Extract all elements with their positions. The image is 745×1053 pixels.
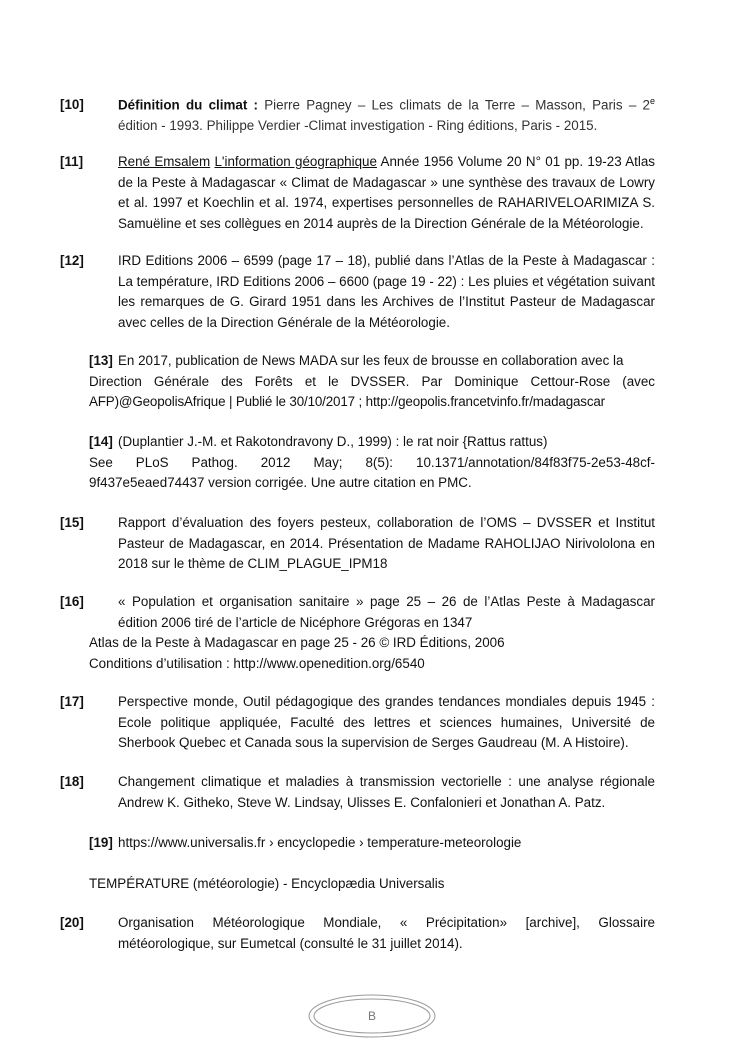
reference-text: Perspective monde, Outil pédagogique des grandes tendances mondiales depuis 1945 : Ecole politique appliquée, Faculté des lettres et sciences humaines, Université de Sherbook Quebec et Canada sous la supervision de Serges Gaudreau (M. A Histoire). [118,694,655,751]
reference-line-1: (Duplantier J.-M. et Rakotondravony D., 1999) : le rat noir {Rattus rattus) [118,434,548,449]
reference-line-2: See PLoS Pathog. 2012 May; 8(5): 10.1371/annotation/84f83f75-2e53-48cf- [89,454,655,470]
reference-number: [19] [89,835,113,850]
reference-19 [89,833,655,854]
journal-link[interactable]: L'information géographique [214,154,377,169]
reference-number: [10] [60,97,84,113]
reference-number: [15] [60,515,84,530]
reference-text: IRD Editions 2006 – 6599 (page 17 – 18), publié dans l’Atlas de la Peste à Madagascar : La température, IRD Editions 2006 – 6600 (page 19 - 22) : Les pluies et végétation suivant les remarques de G. Girard 1951 dans les Archives de l’Institut Pasteur de Madagascar avec celles de la Direction Générale de la Météorologie. [118,253,655,330]
reference-number: [13] [89,353,113,368]
reference-line-3: Conditions d’utilisation : http://www.openedition.org/6540 [89,655,425,671]
page-number: B [367,1009,376,1023]
reference-text: Organisation Météorologique Mondiale, « Précipitation» [archive], Glossaire météorologique, sur Eumetcal (consulté le 31 juillet 2014). [118,915,655,951]
reference-10 [60,91,655,137]
reference-line-2: Atlas de la Peste à Madagascar en page 25 - 26 © IRD Éditions, 2006 [89,635,505,651]
reference-12 [60,251,655,333]
reference-lead: Définition du climat : [118,97,258,113]
reference-line-1: En 2017, publication de News MADA sur les feux de brousse en collaboration avec la [118,353,624,368]
reference-20 [60,913,655,954]
reference-text-cont: édition - 1993. Philippe Verdier -Climat investigation - Ring éditions, Paris - 2015. [118,118,598,134]
reference-line-3: AFP)@GeopolisAfrique | Publié le 30/10/2017 ; http://geopolis.francetvinfo.fr/madagascar [89,394,605,410]
reference-number: [14] [89,434,113,449]
reference-text: Rapport d’évaluation des foyers pesteux, collaboration de l’OMS – DVSSER et Institut Pasteur de Madagascar, en 2014. Présentation de Madame RAHOLIJAO Nirivololona en 2018 sur le thème de CLIM_PLAGUE_IPM18 [118,515,655,572]
reference-number: [16] [60,594,84,609]
reference-number: [18] [60,774,84,789]
reference-text: « Population et organisation sanitaire » page 25 – 26 de l’Atlas Peste à Madagascar édition 2006 tiré de l’article de Nicéphore Grégoras en 1347 [118,594,655,630]
reference-url[interactable]: https://www.universalis.fr › encyclopedie › temperature-meteorologie [118,835,522,850]
reference-14 [89,432,655,494]
reference-line-3: 9f437e5eaed74437 version corrigée. Une autre citation en PMC. [89,475,472,491]
reference-number: [20] [60,915,84,930]
reference-extra-text: TEMPÉRATURE (météorologie) - Encyclopædia Universalis [89,876,445,891]
reference-number: [17] [60,694,84,709]
reference-18 [60,772,655,813]
reference-19-extra [89,874,655,895]
reference-11 [60,152,655,234]
author-link[interactable]: René Emsalem [118,154,211,169]
reference-13 [89,351,655,413]
reference-17 [60,692,655,754]
page-number-badge [307,992,437,1040]
reference-text: Année 1956 Volume 20 N° 01 pp. 19-23 Atlas de la Peste à Madagascar « Climat de Madagascar » une synthèse des travaux de Lowry et al. 1997 et Koechlin et al. 1974, expertises personnelles de RAHARIVELOARIMIZA S. Samuëline et ses collègues en 2014 auprès de la Direction Générale de la Météorologie. [118,154,655,231]
superscript: e [649,96,655,106]
reference-number: [11] [60,154,84,169]
reference-15 [60,513,655,575]
reference-text: Changement climatique et maladies à transmission vectorielle : une analyse régionale Andrew K. Githeko, Steve W. Lindsay, Ulisses E. Confalonieri et Jonathan A. Patz. [118,774,655,810]
reference-line-2: Direction Générale des Forêts et le DVSSER. Par Dominique Cettour-Rose (avec [89,373,655,389]
reference-16 [60,592,655,674]
reference-text: Pierre Pagney – Les climats de la Terre – Masson, Paris – 2 [264,97,650,113]
reference-number: [12] [60,253,84,268]
